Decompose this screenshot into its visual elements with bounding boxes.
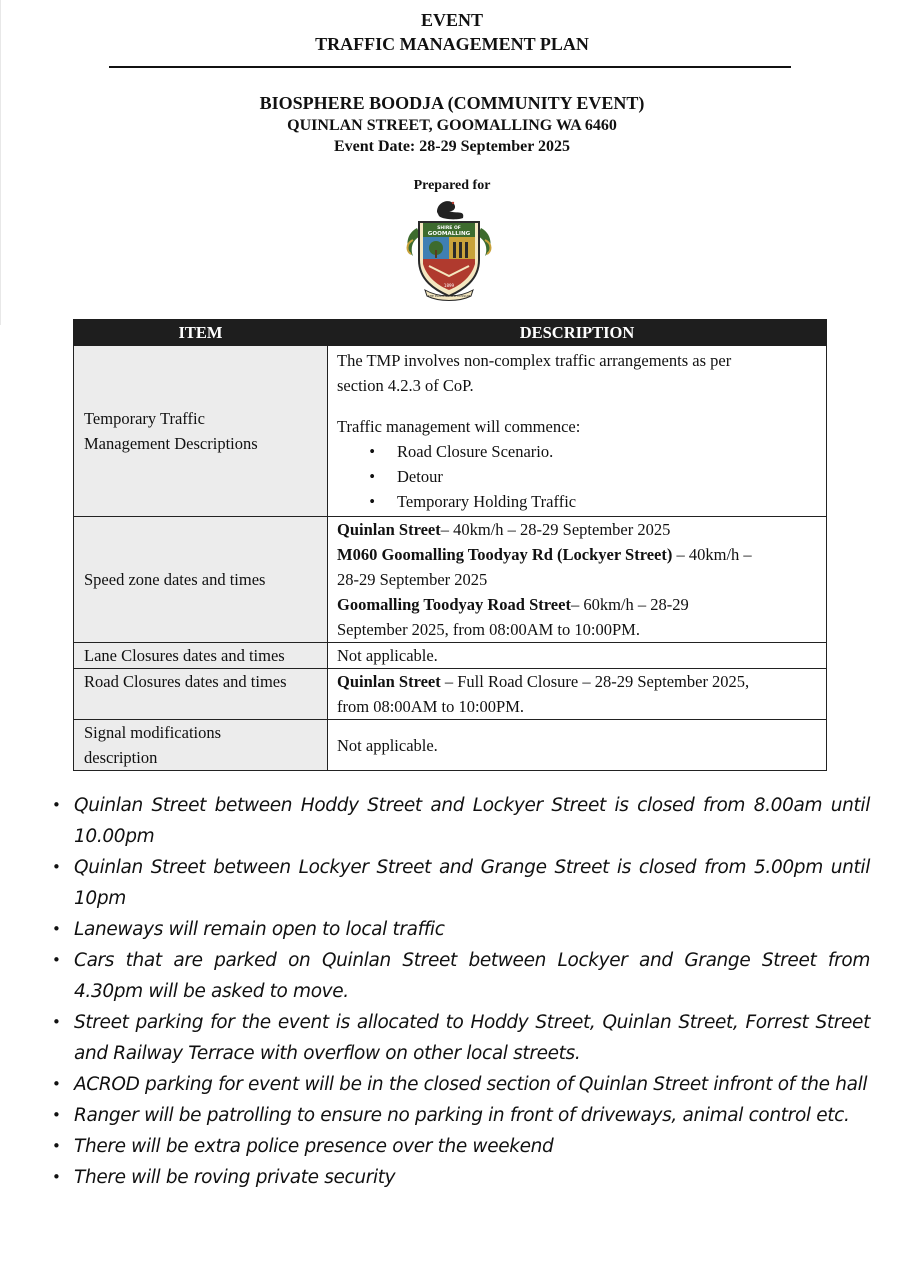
speed-detail-2b: 28-29 September 2025 <box>337 570 488 589</box>
header-event: EVENT <box>420 10 483 30</box>
list-item: • Quinlan Street between Lockyer Street and Grange Street is closed from 5.00pm until 10pm <box>52 857 870 909</box>
row-road-item: Road Closures dates and times <box>74 669 328 720</box>
road-closure-time: from 08:00AM to 10:00PM. <box>337 697 525 716</box>
table-row-road <box>74 669 827 720</box>
speed-detail-3b: September 2025, from 08:00AM to 10:00PM. <box>337 620 640 639</box>
row-lane-desc: Not applicable. <box>328 643 827 669</box>
list-item: • Street parking for the event is allocated to Hoddy Street, Quinlan Street, Forrest Street and Railway Terrace with overflow on other local streets. <box>52 1012 870 1064</box>
header-plan-title: TRAFFIC MANAGEMENT PLAN <box>315 34 589 54</box>
crest-text-top: SHIRE OF <box>437 226 461 231</box>
row-tmd-desc <box>328 346 827 517</box>
list-item: • Ranger will be patrolling to ensure no parking in front of driveways, animal control etc. <box>52 1105 850 1126</box>
list-item: • There will be roving private security <box>52 1167 396 1188</box>
prepared-for-label: Prepared for <box>413 178 491 193</box>
list-item: • There will be extra police presence over the weekend <box>52 1136 554 1157</box>
list-item: • Quinlan Street between Hoddy Street and Lockyer Street is closed from 8.00am until 10.00pm <box>52 795 870 847</box>
header-item: ITEM <box>74 320 328 346</box>
table-row-speed <box>74 517 827 643</box>
speed-detail-1: – 40km/h – 28-29 September 2025 <box>440 520 671 539</box>
tmd-para1-line1: The TMP involves non-complex traffic arrangements as per <box>337 351 732 370</box>
road-closure-street: Quinlan Street <box>337 672 441 691</box>
event-date: Event Date: 28-29 September 2025 <box>333 138 571 155</box>
table-row-lane <box>74 643 827 669</box>
tmd-bullet: • Detour <box>369 467 443 486</box>
crest-year: 1899 <box>443 283 455 288</box>
table-row-signal <box>74 720 827 771</box>
row-signal-desc: Not applicable. <box>328 720 827 771</box>
signal-item-line2: description <box>84 748 158 767</box>
list-item: • Laneways will remain open to local traffic <box>52 919 445 940</box>
event-name: BIOSPHERE BOODJA (COMMUNITY EVENT) <box>259 93 645 113</box>
row-lane-item: Lane Closures dates and times <box>74 643 328 669</box>
table-row-tmd <box>74 346 827 517</box>
event-address: QUINLAN STREET, GOOMALLING WA 6460 <box>287 117 617 134</box>
tmd-para1-line2: section 4.2.3 of CoP. <box>337 376 474 395</box>
header-description: DESCRIPTION <box>328 320 827 346</box>
speed-detail-3: – 60km/h – 28-29 <box>570 595 689 614</box>
speed-road-3: Goomalling Toodyay Road Street <box>337 595 571 614</box>
traffic-management-table <box>73 319 827 771</box>
header-rule <box>109 66 791 68</box>
list-item: • ACROD parking for event will be in the closed section of Quinlan Street infront of the hall <box>52 1074 868 1095</box>
tmd-bullet: • Temporary Holding Traffic <box>369 492 577 511</box>
event-notes-list <box>52 790 870 1193</box>
crest-motto: THE PLACE OF THE POSSUM <box>427 294 471 298</box>
speed-road-2: M060 Goomalling Toodyay Rd (Lockyer Street) <box>337 545 673 564</box>
tmd-bullet: • Road Closure Scenario. <box>369 442 554 461</box>
signal-item-line1: Signal modifications <box>84 723 222 742</box>
row-tmd-item-line2: Management Descriptions <box>84 434 258 453</box>
row-tmd-item <box>74 346 328 517</box>
speed-detail-2: – 40km/h – <box>672 545 752 564</box>
row-tmd-item-line1: Temporary Traffic <box>84 409 205 428</box>
crest-text-main: GOOMALLING <box>427 231 471 237</box>
shire-of-goomalling-crest-icon <box>399 194 499 304</box>
row-speed-item: Speed zone dates and times <box>74 517 328 643</box>
list-item: • Cars that are parked on Quinlan Street between Lockyer and Grange Street from 4.30pm will be asked to move. <box>52 950 870 1002</box>
speed-road-1: Quinlan Street <box>337 520 441 539</box>
row-speed-desc <box>328 517 827 643</box>
table-header-row <box>74 320 827 346</box>
tmd-para2: Traffic management will commence: <box>337 417 581 436</box>
road-closure-detail: – Full Road Closure – 28-29 September 2025, <box>440 672 750 691</box>
row-road-desc <box>328 669 827 720</box>
row-signal-item <box>74 720 328 771</box>
